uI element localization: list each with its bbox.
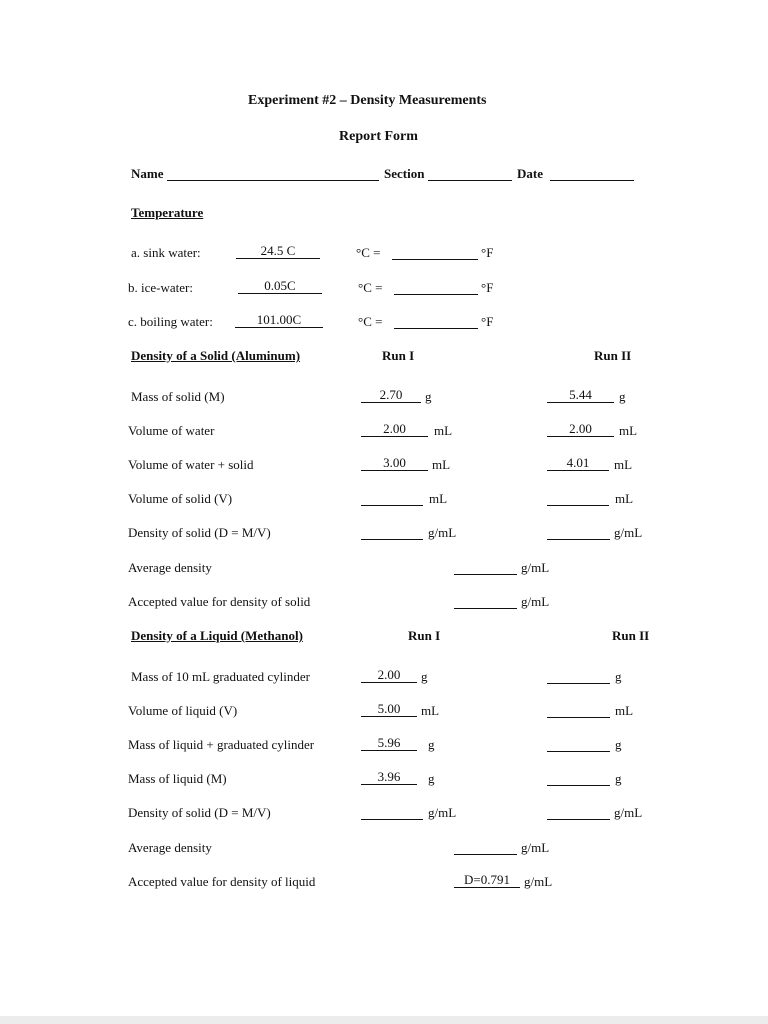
- solid-heading: Density of a Solid (Aluminum): [131, 348, 301, 363]
- liquid-run1-unit: g: [428, 771, 435, 786]
- fahrenheit-unit: °F: [481, 280, 494, 295]
- solid-run1-value[interactable]: 3.00: [361, 456, 428, 471]
- liquid-average-unit: g/mL: [521, 840, 550, 855]
- solid-accepted-field[interactable]: [454, 594, 517, 609]
- section-field[interactable]: [428, 166, 512, 181]
- solid-accepted-unit: g/mL: [521, 594, 550, 609]
- liquid-run1-header: Run I: [408, 628, 441, 643]
- solid-run1-value[interactable]: [361, 525, 423, 540]
- liquid-row-label: Mass of 10 mL graduated cylinder: [131, 669, 310, 684]
- liquid-row-label: Mass of liquid (M): [128, 771, 227, 786]
- liquid-run2-value[interactable]: [547, 703, 610, 718]
- liquid-run2-unit: g/mL: [614, 805, 643, 820]
- date-label: Date: [517, 166, 543, 181]
- page-subtitle: Report Form: [339, 129, 418, 144]
- date-field[interactable]: [550, 166, 634, 181]
- fahrenheit-field-sink[interactable]: [392, 245, 478, 260]
- celsius-equals: °C =: [358, 314, 383, 329]
- solid-average-unit: g/mL: [521, 560, 550, 575]
- solid-run1-unit: g/mL: [428, 525, 457, 540]
- liquid-accepted-label: Accepted value for density of liquid: [128, 874, 316, 889]
- solid-run1-unit: mL: [432, 457, 451, 472]
- name-field[interactable]: [167, 166, 379, 181]
- liquid-row-label: Mass of liquid + graduated cylinder: [128, 737, 315, 752]
- solid-run1-unit: mL: [429, 491, 448, 506]
- solid-run1-value[interactable]: 2.00: [361, 422, 428, 437]
- solid-row-label: Mass of solid (M): [131, 389, 225, 404]
- solid-average-field[interactable]: [454, 560, 517, 575]
- solid-run2-value[interactable]: 2.00: [547, 422, 614, 437]
- liquid-run1-value[interactable]: [361, 805, 423, 820]
- liquid-heading: Density of a Liquid (Methanol): [131, 628, 303, 643]
- liquid-run2-value[interactable]: [547, 737, 610, 752]
- solid-run1-value[interactable]: [361, 491, 423, 506]
- fahrenheit-field-boiling[interactable]: [394, 314, 478, 329]
- solid-run1-value[interactable]: 2.70: [361, 388, 421, 403]
- liquid-row-label: Density of solid (D = M/V): [128, 805, 271, 820]
- liquid-run1-unit: g/mL: [428, 805, 457, 820]
- liquid-run1-value[interactable]: 2.00: [361, 668, 417, 683]
- temp-label-sink: a. sink water:: [131, 245, 201, 260]
- liquid-run2-unit: g: [615, 737, 622, 752]
- liquid-run2-unit: g: [615, 771, 622, 786]
- solid-run2-unit: g: [619, 389, 626, 404]
- solid-row-label: Volume of solid (V): [128, 491, 233, 506]
- liquid-run2-value[interactable]: [547, 805, 610, 820]
- solid-run2-unit: mL: [619, 423, 638, 438]
- solid-row-label: Volume of water + solid: [128, 457, 254, 472]
- solid-run1-header: Run I: [382, 348, 415, 363]
- solid-run2-unit: mL: [615, 491, 634, 506]
- liquid-run1-value[interactable]: 5.96: [361, 736, 417, 751]
- solid-run2-value[interactable]: 5.44: [547, 388, 614, 403]
- liquid-run2-value[interactable]: [547, 669, 610, 684]
- temp-label-ice: b. ice-water:: [128, 280, 193, 295]
- solid-run2-value[interactable]: [547, 525, 610, 540]
- liquid-run1-unit: mL: [421, 703, 440, 718]
- fahrenheit-unit: °F: [481, 314, 494, 329]
- liquid-average-field[interactable]: [454, 840, 517, 855]
- liquid-run2-header: Run II: [612, 628, 650, 643]
- liquid-run1-unit: g: [421, 669, 428, 684]
- celsius-equals: °C =: [358, 280, 383, 295]
- liquid-run2-unit: g: [615, 669, 622, 684]
- solid-row-label: Volume of water: [128, 423, 215, 438]
- liquid-run2-value[interactable]: [547, 771, 610, 786]
- solid-run1-unit: mL: [434, 423, 453, 438]
- solid-accepted-label: Accepted value for density of solid: [128, 594, 311, 609]
- temp-label-boiling: c. boiling water:: [128, 314, 213, 329]
- liquid-run1-value[interactable]: 5.00: [361, 702, 417, 717]
- solid-run2-value[interactable]: 4.01: [547, 456, 609, 471]
- solid-average-label: Average density: [128, 560, 212, 575]
- celsius-equals: °C =: [356, 245, 381, 260]
- temperature-heading: Temperature: [131, 205, 204, 220]
- solid-run2-value[interactable]: [547, 491, 609, 506]
- section-label: Section: [384, 166, 425, 181]
- solid-run2-unit: g/mL: [614, 525, 643, 540]
- page-bottom-edge: [0, 1016, 768, 1024]
- liquid-row-label: Volume of liquid (V): [128, 703, 238, 718]
- liquid-average-label: Average density: [128, 840, 212, 855]
- liquid-run1-unit: g: [428, 737, 435, 752]
- liquid-run1-value[interactable]: 3.96: [361, 770, 417, 785]
- solid-run2-header: Run II: [594, 348, 632, 363]
- temp-value-sink[interactable]: 24.5 C: [236, 244, 320, 259]
- page-title: Experiment #2 – Density Measurements: [248, 93, 487, 108]
- fahrenheit-field-ice[interactable]: [394, 280, 478, 295]
- name-label: Name: [131, 166, 164, 181]
- solid-row-label: Density of solid (D = M/V): [128, 525, 271, 540]
- liquid-accepted-field[interactable]: D=0.791: [454, 873, 520, 888]
- solid-run1-unit: g: [425, 389, 432, 404]
- liquid-run2-unit: mL: [615, 703, 634, 718]
- solid-run2-unit: mL: [614, 457, 633, 472]
- temp-value-boiling[interactable]: 101.00C: [235, 313, 323, 328]
- temp-value-ice[interactable]: 0.05C: [238, 279, 322, 294]
- fahrenheit-unit: °F: [481, 245, 494, 260]
- liquid-accepted-unit: g/mL: [524, 874, 553, 889]
